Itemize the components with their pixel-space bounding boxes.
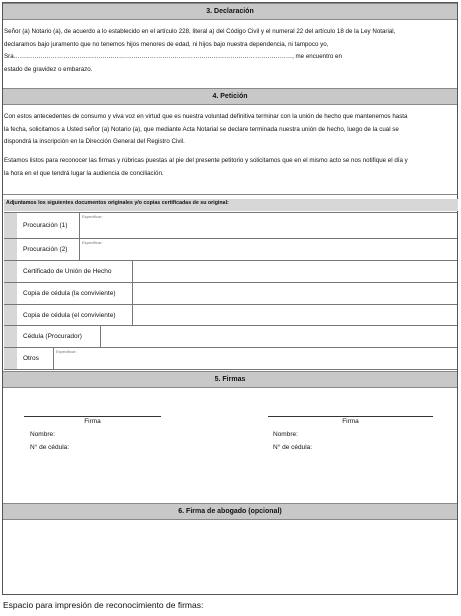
specify-hint: Especificar:	[56, 349, 77, 354]
id-number-label: N° de cédula:	[273, 444, 313, 451]
specify-field[interactable]	[79, 239, 457, 260]
specify-field[interactable]	[79, 213, 457, 238]
footer-text: Espacio para impresión de reconocimiento de firmas:	[3, 600, 204, 610]
signature-line-right[interactable]	[268, 416, 433, 417]
document-row-certificado	[4, 261, 457, 283]
section-5-title: 5. Firmas	[214, 376, 246, 383]
signature-caption: Firma	[84, 418, 101, 425]
petition-paragraph-2	[4, 155, 456, 180]
document-row-procuracion-2	[4, 239, 457, 261]
document-row-otros	[4, 348, 457, 370]
document-field[interactable]	[132, 305, 457, 325]
document-field[interactable]	[132, 261, 457, 282]
petition-line: la fecha, solicitamos a Usted señor (a) Notario (a), que mediante Acta Notarial se declare terminada nuestra unión de hecho, luego de la cual se	[4, 125, 399, 133]
specify-hint: Especificar:	[82, 214, 103, 219]
declaration-line: Señor (a) Notario (a), de acuerdo a lo establecido en el artículo 228, literal a) del Código Civil y el numeral 22 del artículo 18 de la Ley Notarial,	[4, 28, 396, 35]
section-3-title: 3. Declaración	[206, 8, 254, 15]
document-label: Certificado de Unión de Hecho	[23, 268, 112, 275]
declaration-line: declaramos bajo juramento que no tenemos hijos menores de edad, ni hijos bajo nuestra dependencia, ni tampoco yo,	[4, 40, 329, 48]
section-4-title: 4. Petición	[212, 93, 248, 100]
documents-heading-text: Adjuntamos los siguientes documentos originales y/o copias certificadas de su original:	[6, 200, 229, 206]
name-label: Nombre:	[30, 431, 55, 438]
section-5-header	[3, 371, 457, 388]
document-row-cedula-conviviente-f	[4, 283, 457, 305]
lawyer-signature-area[interactable]	[3, 520, 457, 594]
name-label: Nombre:	[273, 431, 298, 438]
document-label: Procuración (1)	[23, 222, 68, 229]
petition-paragraph-1	[4, 111, 456, 149]
declaration-line: estado de gravidez o embarazo.	[4, 65, 93, 73]
section-3-header	[3, 3, 457, 20]
section-6-header	[3, 503, 457, 520]
petition-line: Estamos listos para reconocer las firmas y rúbricas puestas al pie del presente petitorio y solicitamos que en el mismo acto se nos notifique el día y	[4, 157, 408, 164]
divider	[3, 194, 457, 195]
petition-line: la hora en el que tendrá lugar la audiencia de conciliación.	[4, 169, 164, 177]
document-field[interactable]	[132, 283, 457, 304]
signature-caption: Firma	[342, 418, 359, 425]
declaration-text	[4, 26, 456, 76]
document-field[interactable]	[100, 326, 457, 347]
document-row-cedula-procurador	[4, 326, 457, 348]
section-4-header	[3, 88, 457, 105]
document-label: Copia de cédula (la conviviente)	[23, 290, 116, 297]
document-label: Copia de cédula (el conviviente)	[23, 311, 116, 319]
document-label: Procuración (2)	[23, 246, 68, 253]
specify-hint: Especificar:	[82, 240, 103, 245]
document-row-cedula-conviviente-m	[4, 305, 457, 326]
document-row-procuracion-1	[4, 212, 457, 239]
section-6-title: 6. Firma de abogado (opcional)	[178, 508, 282, 515]
declaration-line: Sra………………………………………………………………………………………………………………………, me encuentro en	[4, 53, 342, 60]
document-label: Otros	[23, 355, 39, 362]
document-label: Cédula (Procurador)	[23, 333, 82, 340]
petition-line: Con estos antecedentes de consumo y viva voz en virtud que es nuestra voluntad definitiva terminar con la unión de hecho que mantenemos hasta	[4, 113, 408, 120]
signature-line-left[interactable]	[24, 416, 161, 417]
specify-field[interactable]	[53, 348, 457, 369]
documents-heading	[4, 199, 458, 211]
petition-line: dispondrá la inscripción en la Dirección General del Registro Civil.	[4, 138, 185, 145]
id-number-label: N° de cédula:	[30, 444, 70, 451]
